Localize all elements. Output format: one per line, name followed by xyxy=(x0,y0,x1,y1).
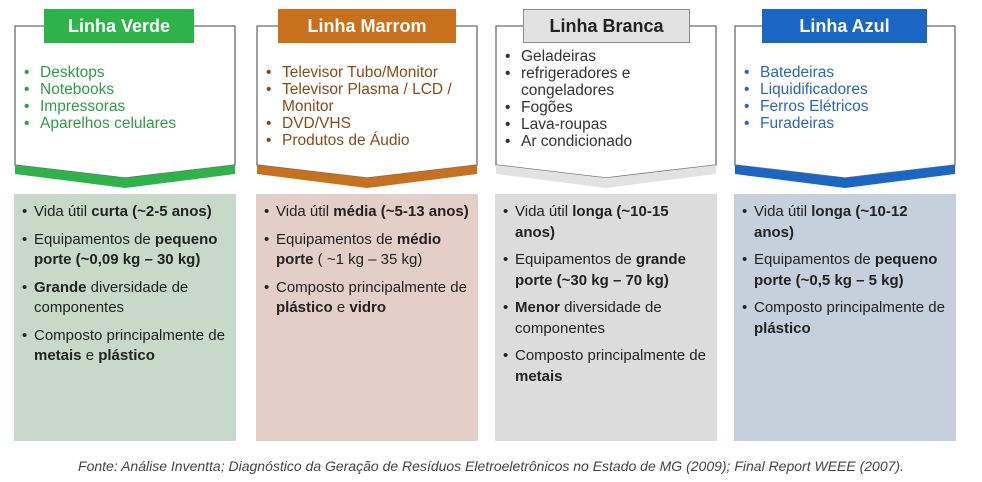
product-item: • Ar condicionado xyxy=(505,133,717,150)
column-title: Linha Verde xyxy=(44,9,194,43)
product-item: • DVD/VHS xyxy=(266,115,478,132)
characteristic-item: • Composto principalmente de metais xyxy=(503,346,709,387)
characteristic-item: • Equipamentos de grande porte (~30 kg – 70 kg) xyxy=(503,250,709,291)
product-list xyxy=(24,64,176,132)
product-list xyxy=(266,64,478,149)
product-item: • Impressoras xyxy=(24,98,176,115)
product-item: • Aparelhos celulares xyxy=(24,115,176,132)
characteristics-panel xyxy=(734,194,956,441)
product-item: • Produtos de Áudio xyxy=(266,132,478,149)
product-item: • Geladeiras xyxy=(505,48,717,65)
product-list xyxy=(744,64,869,132)
column-linha-azul xyxy=(734,0,956,440)
characteristic-item: • Composto principalmente de metais e plástico xyxy=(22,326,228,367)
characteristic-item: • Vida útil longa (~10-12 anos) xyxy=(742,202,948,243)
product-item: • Televisor Plasma / LCD / Monitor xyxy=(266,81,478,115)
source-footer: Fonte: Análise Inventta; Diagnóstico da Geração de Resíduos Eletroeletrônicos no Estado de MG (2009); Final Report WEEE (2007). xyxy=(78,458,904,474)
product-item: • Notebooks xyxy=(24,81,176,98)
column-linha-marrom xyxy=(256,0,478,440)
characteristic-item: • Equipamentos de pequeno porte (~0,09 kg – 30 kg) xyxy=(22,230,228,271)
product-item: • Furadeiras xyxy=(744,115,869,132)
product-list xyxy=(505,48,717,150)
product-item: • Ferros Elétricos xyxy=(744,98,869,115)
product-item: • refrigeradores e congeladores xyxy=(505,65,717,99)
product-item: • Desktops xyxy=(24,64,176,81)
characteristic-item: • Menor diversidade de componentes xyxy=(503,298,709,339)
column-linha-branca xyxy=(495,0,717,440)
characteristic-item: • Equipamentos de médio porte ( ~1 kg – 35 kg) xyxy=(264,230,470,271)
characteristic-item: • Vida útil longa (~10-15 anos) xyxy=(503,202,709,243)
characteristic-item: • Composto principalmente de plástico xyxy=(742,298,948,339)
characteristic-item: • Vida útil curta (~2-5 anos) xyxy=(22,202,228,223)
characteristics-panel xyxy=(256,194,478,441)
characteristic-item: • Composto principalmente de plástico e vidro xyxy=(264,278,470,319)
product-item: • Liquidificadores xyxy=(744,81,869,98)
characteristic-item: • Grande diversidade de componentes xyxy=(22,278,228,319)
characteristics-panel xyxy=(495,194,717,441)
column-linha-verde xyxy=(14,0,236,440)
characteristics-list xyxy=(14,194,236,367)
characteristics-list xyxy=(256,194,478,319)
column-title: Linha Branca xyxy=(523,9,690,43)
product-item: • Televisor Tubo/Monitor xyxy=(266,64,478,81)
characteristic-item: • Equipamentos de pequeno porte (~0,5 kg – 5 kg) xyxy=(742,250,948,291)
characteristic-item: • Vida útil média (~5-13 anos) xyxy=(264,202,470,223)
characteristics-list xyxy=(734,194,956,339)
product-item: • Lava-roupas xyxy=(505,116,717,133)
characteristics-list xyxy=(495,194,717,387)
column-title: Linha Azul xyxy=(762,9,927,43)
product-item: • Fogões xyxy=(505,99,717,116)
product-item: • Batedeiras xyxy=(744,64,869,81)
column-title: Linha Marrom xyxy=(278,9,456,43)
characteristics-panel xyxy=(14,194,236,441)
